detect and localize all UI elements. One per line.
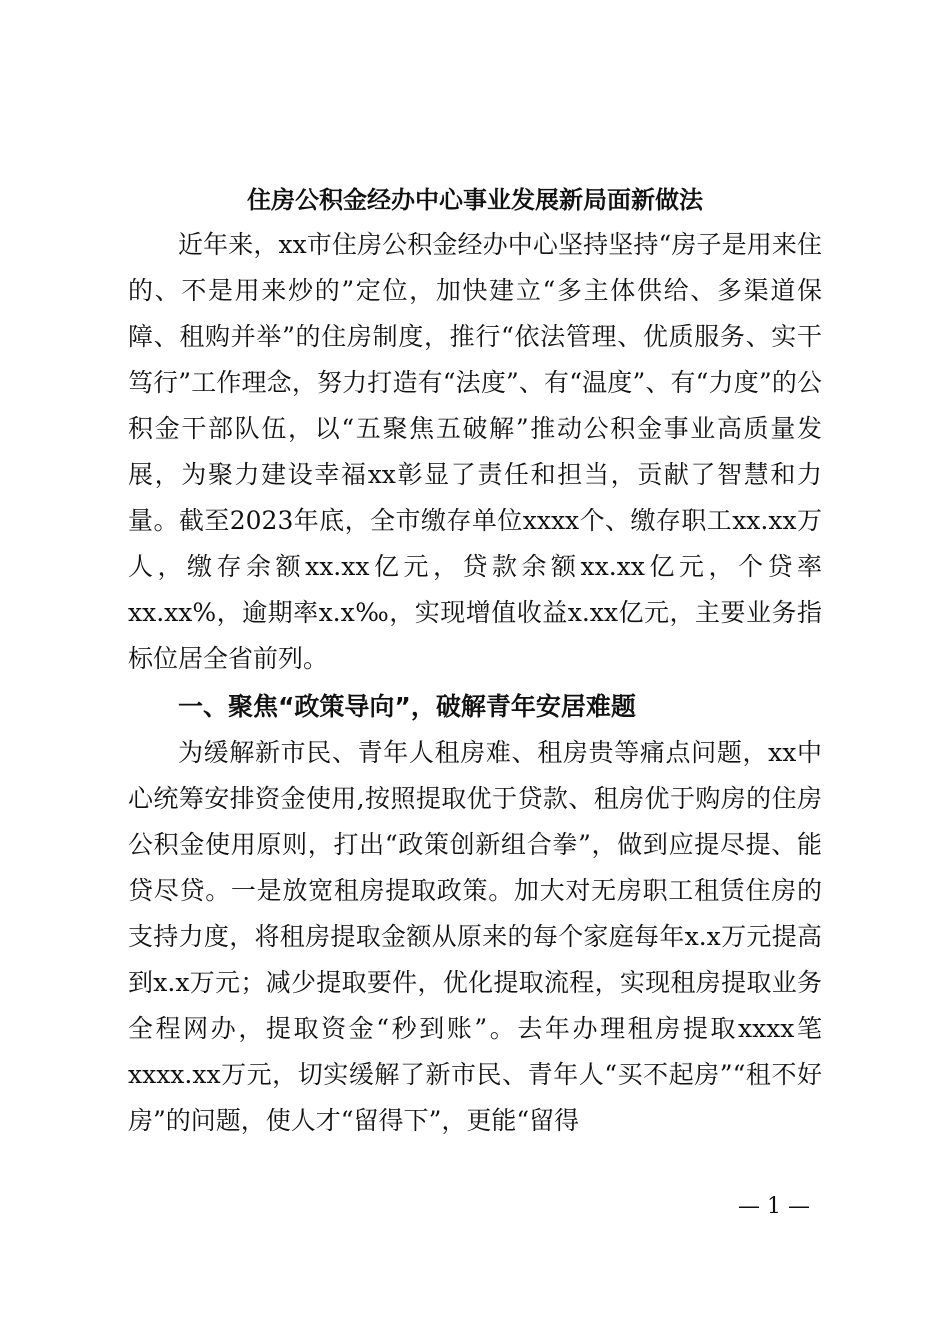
document-title: 住房公积金经办中心事业发展新局面新做法 [247,185,703,214]
intro-paragraph: 近年来，xx市住房公积金经办中心坚持坚持“房子是用来住的、不是用来炒的”定位，加快建立“多主体供给、多渠道保障、租购并举”的住房制度，推行“依法管理、优质服务、实干笃行”工作理念，努力打造有“法度”、有“温度”、有“力度”的公积金干部队伍，以“五聚焦五破解”推动公积金事业高质量发展，为聚力建设幸福xx彰显了责任和担当，贡献了智慧和力量。截至2023年底，全市缴存单位xxxx个、缴存职工xx.xx万人，缴存余额xx.xx亿元，贷款余额xx.xx亿元，个贷率xx.xx%，逾期率x.x‰，实现增值收益x.xx亿元，主要业务指标位居全省前列。 [128,230,822,673]
section-paragraph: 为缓解新市民、青年人租房难、租房贵等痛点问题，xx中心统筹安排资金使用,按照提取优于贷款、租房优于购房的住房公积金使用原则，打出“政策创新组合拳”，做到应提尽提、能贷尽贷。一是放宽租房提取政策。加大对无房职工租赁住房的支持力度，将租房提取金额从原来的每个家庭每年x.x万元提高到x.x万元；减少提取要件，优化提取流程，实现租房提取业务全程网办，提取资金“秒到账”。去年办理租房提取xxxx笔xxxx.xx万元，切实缓解了新市民、青年人“买不起房”“租不好房”的问题，使人才“留得下”，更能“留得 [128,738,822,1135]
page-number: — 1 — [738,1194,810,1219]
section-heading: 一、聚焦“政策导向”，破解青年安居难题 [178,692,636,721]
